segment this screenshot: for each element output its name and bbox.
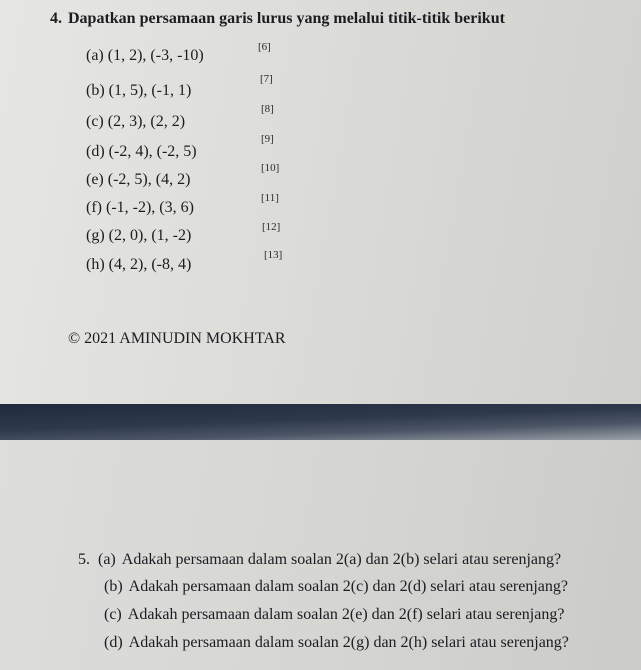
q4-item-points: (-2, 5), (4, 2) bbox=[107, 171, 191, 188]
q5-item-label: (a) bbox=[98, 551, 116, 568]
q4-item-c bbox=[86, 113, 185, 131]
q4-item-label: (b) bbox=[86, 82, 105, 99]
q5-item-text: Adakah persamaan dalam soalan 2(c) dan 2(d) selari atau serenjang? bbox=[128, 578, 569, 595]
q5-item-label: (d) bbox=[104, 634, 123, 651]
q4-item-e bbox=[86, 171, 190, 189]
q4-item-label: (g) bbox=[86, 227, 105, 244]
q4-item-points: (1, 5), (-1, 1) bbox=[108, 82, 192, 99]
q4-mark-h: [13] bbox=[264, 249, 283, 261]
q4-mark-g: [12] bbox=[262, 221, 281, 233]
page-divider-band bbox=[0, 404, 641, 440]
q4-item-points: (2, 3), (2, 2) bbox=[107, 113, 186, 130]
q4-item-points: (-1, -2), (3, 6) bbox=[105, 199, 194, 216]
q4-mark-a: [6] bbox=[258, 41, 271, 53]
q5-item-a bbox=[78, 551, 561, 569]
q4-item-label: (d) bbox=[86, 143, 105, 160]
q5-item-c bbox=[104, 606, 564, 624]
q5-item-d bbox=[104, 634, 569, 652]
question-4-number: 4. bbox=[50, 10, 62, 27]
q4-mark-e: [10] bbox=[261, 162, 280, 174]
q4-item-points: (-2, 4), (-2, 5) bbox=[108, 143, 197, 160]
q4-item-b bbox=[86, 82, 191, 100]
q4-mark-f: [11] bbox=[261, 192, 279, 204]
q4-item-f bbox=[86, 199, 194, 217]
q4-item-label: (f) bbox=[86, 199, 102, 216]
q4-item-a bbox=[86, 47, 204, 65]
q4-item-label: (a) bbox=[86, 47, 104, 64]
q4-item-label: (h) bbox=[86, 256, 105, 273]
q4-mark-b: [7] bbox=[260, 73, 273, 85]
q5-item-label: (c) bbox=[104, 606, 122, 623]
copyright-notice: © 2021 AMINUDIN MOKHTAR bbox=[68, 330, 286, 347]
q5-item-text: Adakah persamaan dalam soalan 2(a) dan 2(b) selari atau serenjang? bbox=[121, 551, 562, 568]
q4-item-label: (e) bbox=[86, 171, 104, 188]
q4-item-points: (2, 0), (1, -2) bbox=[108, 227, 192, 244]
q5-item-label: (b) bbox=[104, 578, 123, 595]
q5-item-text: Adakah persamaan dalam soalan 2(e) dan 2(f) selari atau serenjang? bbox=[127, 606, 565, 623]
q5-item-text: Adakah persamaan dalam soalan 2(g) dan 2(h) selari atau serenjang? bbox=[128, 634, 569, 651]
q4-item-g bbox=[86, 227, 191, 245]
q4-item-label: (c) bbox=[86, 113, 104, 130]
q4-item-points: (1, 2), (-3, -10) bbox=[107, 47, 204, 64]
question-5-number: 5. bbox=[78, 551, 90, 568]
q4-item-d bbox=[86, 143, 197, 161]
question-4-title bbox=[50, 10, 505, 28]
q5-item-b bbox=[104, 578, 568, 596]
q4-item-points: (4, 2), (-8, 4) bbox=[108, 256, 192, 273]
q4-item-h bbox=[86, 256, 191, 274]
question-4-text: Dapatkan persamaan garis lurus yang melalui titik-titik berikut bbox=[68, 10, 505, 27]
q4-mark-d: [9] bbox=[261, 133, 274, 145]
q4-mark-c: [8] bbox=[261, 103, 274, 115]
